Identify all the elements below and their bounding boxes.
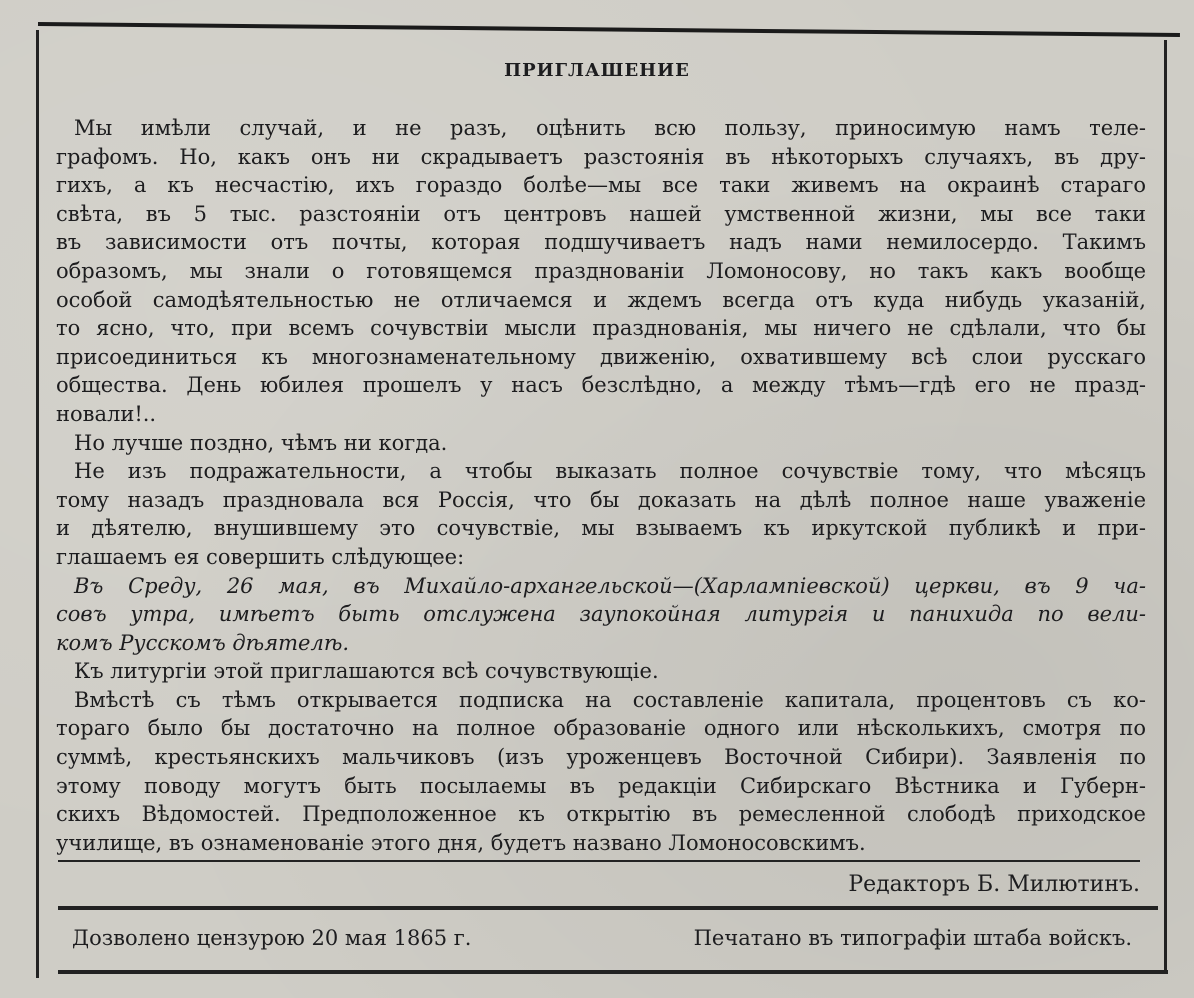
text-line: особой самодѣятельностью не отличаемся и ждемъ всегда отъ куда нибудь указаній,: [56, 287, 1146, 312]
editor-signature: Редакторъ Б. Милютинъ.: [848, 872, 1140, 897]
text-line: въ зависимости отъ почты, которая подшучиваетъ надъ нами немилосердо. Такимъ: [56, 230, 1146, 255]
footer-bottom-rule: [58, 970, 1168, 974]
text-line: свѣта, въ 5 тыс. разстояніи отъ центровъ нашей умственной жизни, мы все таки: [56, 201, 1146, 226]
notice-title: ПРИГЛАШЕНИЕ: [504, 60, 690, 81]
text-line: скихъ Вѣдомостей. Предположенное къ открытію въ ремесленной слободѣ приходское: [56, 802, 1146, 827]
text-line: глашаемъ ея совершить слѣдующее:: [56, 544, 465, 569]
top-border-rule: [38, 22, 1180, 37]
text-line: тому назадъ праздновала вся Россія, что бы доказать на дѣлѣ полное наше уваженіе: [56, 487, 1146, 512]
text-line: тораго было бы достаточно на полное образованіе одного или нѣсколькихъ, смотря по: [56, 716, 1146, 741]
text-line: образомъ, мы знали о готовящемся празднованіи Ломоносову, но такъ какъ вообще: [56, 258, 1146, 283]
text-line: то ясно, что, при всемъ сочувствіи мысли празднованія, мы ничего не сдѣлали, что бы: [56, 316, 1146, 341]
footer-top-rule: [58, 906, 1158, 910]
text-line: новали!..: [56, 401, 157, 426]
text-line: Къ литургіи этой приглашаются всѣ сочувствующіе.: [74, 659, 659, 684]
text-line: графомъ. Но, какъ онъ ни скрадываетъ разстоянія въ нѣкоторыхъ случаяхъ, въ дру-: [56, 144, 1146, 169]
signature-rule: [58, 860, 1140, 862]
footer: [72, 926, 1132, 950]
text-line: Но лучше поздно, чѣмъ ни когда.: [74, 430, 448, 455]
text-line: Въ Среду, 26 мая, въ Михайло-архангельской—(Харлампіевской) церкви, въ 9 ча-: [74, 573, 1146, 598]
censorship-note: Дозволено цензурою 20 мая 1865 г.: [72, 926, 472, 950]
text-line: Мы имѣли случай, и не разъ, оцѣнить всю пользу, приносимую намъ теле-: [74, 116, 1146, 140]
right-border-rule: [1164, 40, 1167, 970]
left-border-rule: [36, 30, 39, 978]
text-line: суммѣ, крестьянскихъ мальчиковъ (изъ уроженцевъ Восточной Сибири). Заявленія по: [56, 745, 1146, 770]
text-line: гихъ, а къ несчастію, ихъ гораздо болѣе—мы все таки живемъ на окраинѣ стараго: [56, 173, 1146, 198]
text-line: училище, въ ознаменованіе этого дня, будетъ названо Ломоносовскимъ.: [56, 830, 866, 855]
text-line: и дѣятелю, внушившему это сочувствіе, мы взываемъ къ иркутской публикѣ и при-: [56, 516, 1146, 541]
notice-body: [56, 114, 1146, 857]
text-line: совъ утра, имѣетъ быть отслужена заупокойная литургія и панихида по вели-: [56, 602, 1146, 627]
text-line: присоединиться къ многознаменательному движенію, охватившему всѣ слои русскаго: [56, 344, 1146, 369]
text-line: Вмѣстѣ съ тѣмъ открывается подписка на составленіе капитала, процентовъ съ ко-: [74, 687, 1146, 712]
text-line: комъ Русскомъ дѣятелѣ.: [56, 630, 350, 655]
printer-note: Печатано въ типографіи штаба войскъ.: [693, 926, 1132, 950]
text-line: Не изъ подражательности, а чтобы выказать полное сочувствіе тому, что мѣсяцъ: [74, 459, 1146, 484]
text-line: общества. День юбилея прошелъ у насъ безслѣдно, а между тѣмъ—гдѣ его не празд-: [56, 373, 1146, 398]
text-line: этому поводу могутъ быть посылаемы въ редакціи Сибирскаго Вѣстника и Губерн-: [56, 773, 1146, 798]
